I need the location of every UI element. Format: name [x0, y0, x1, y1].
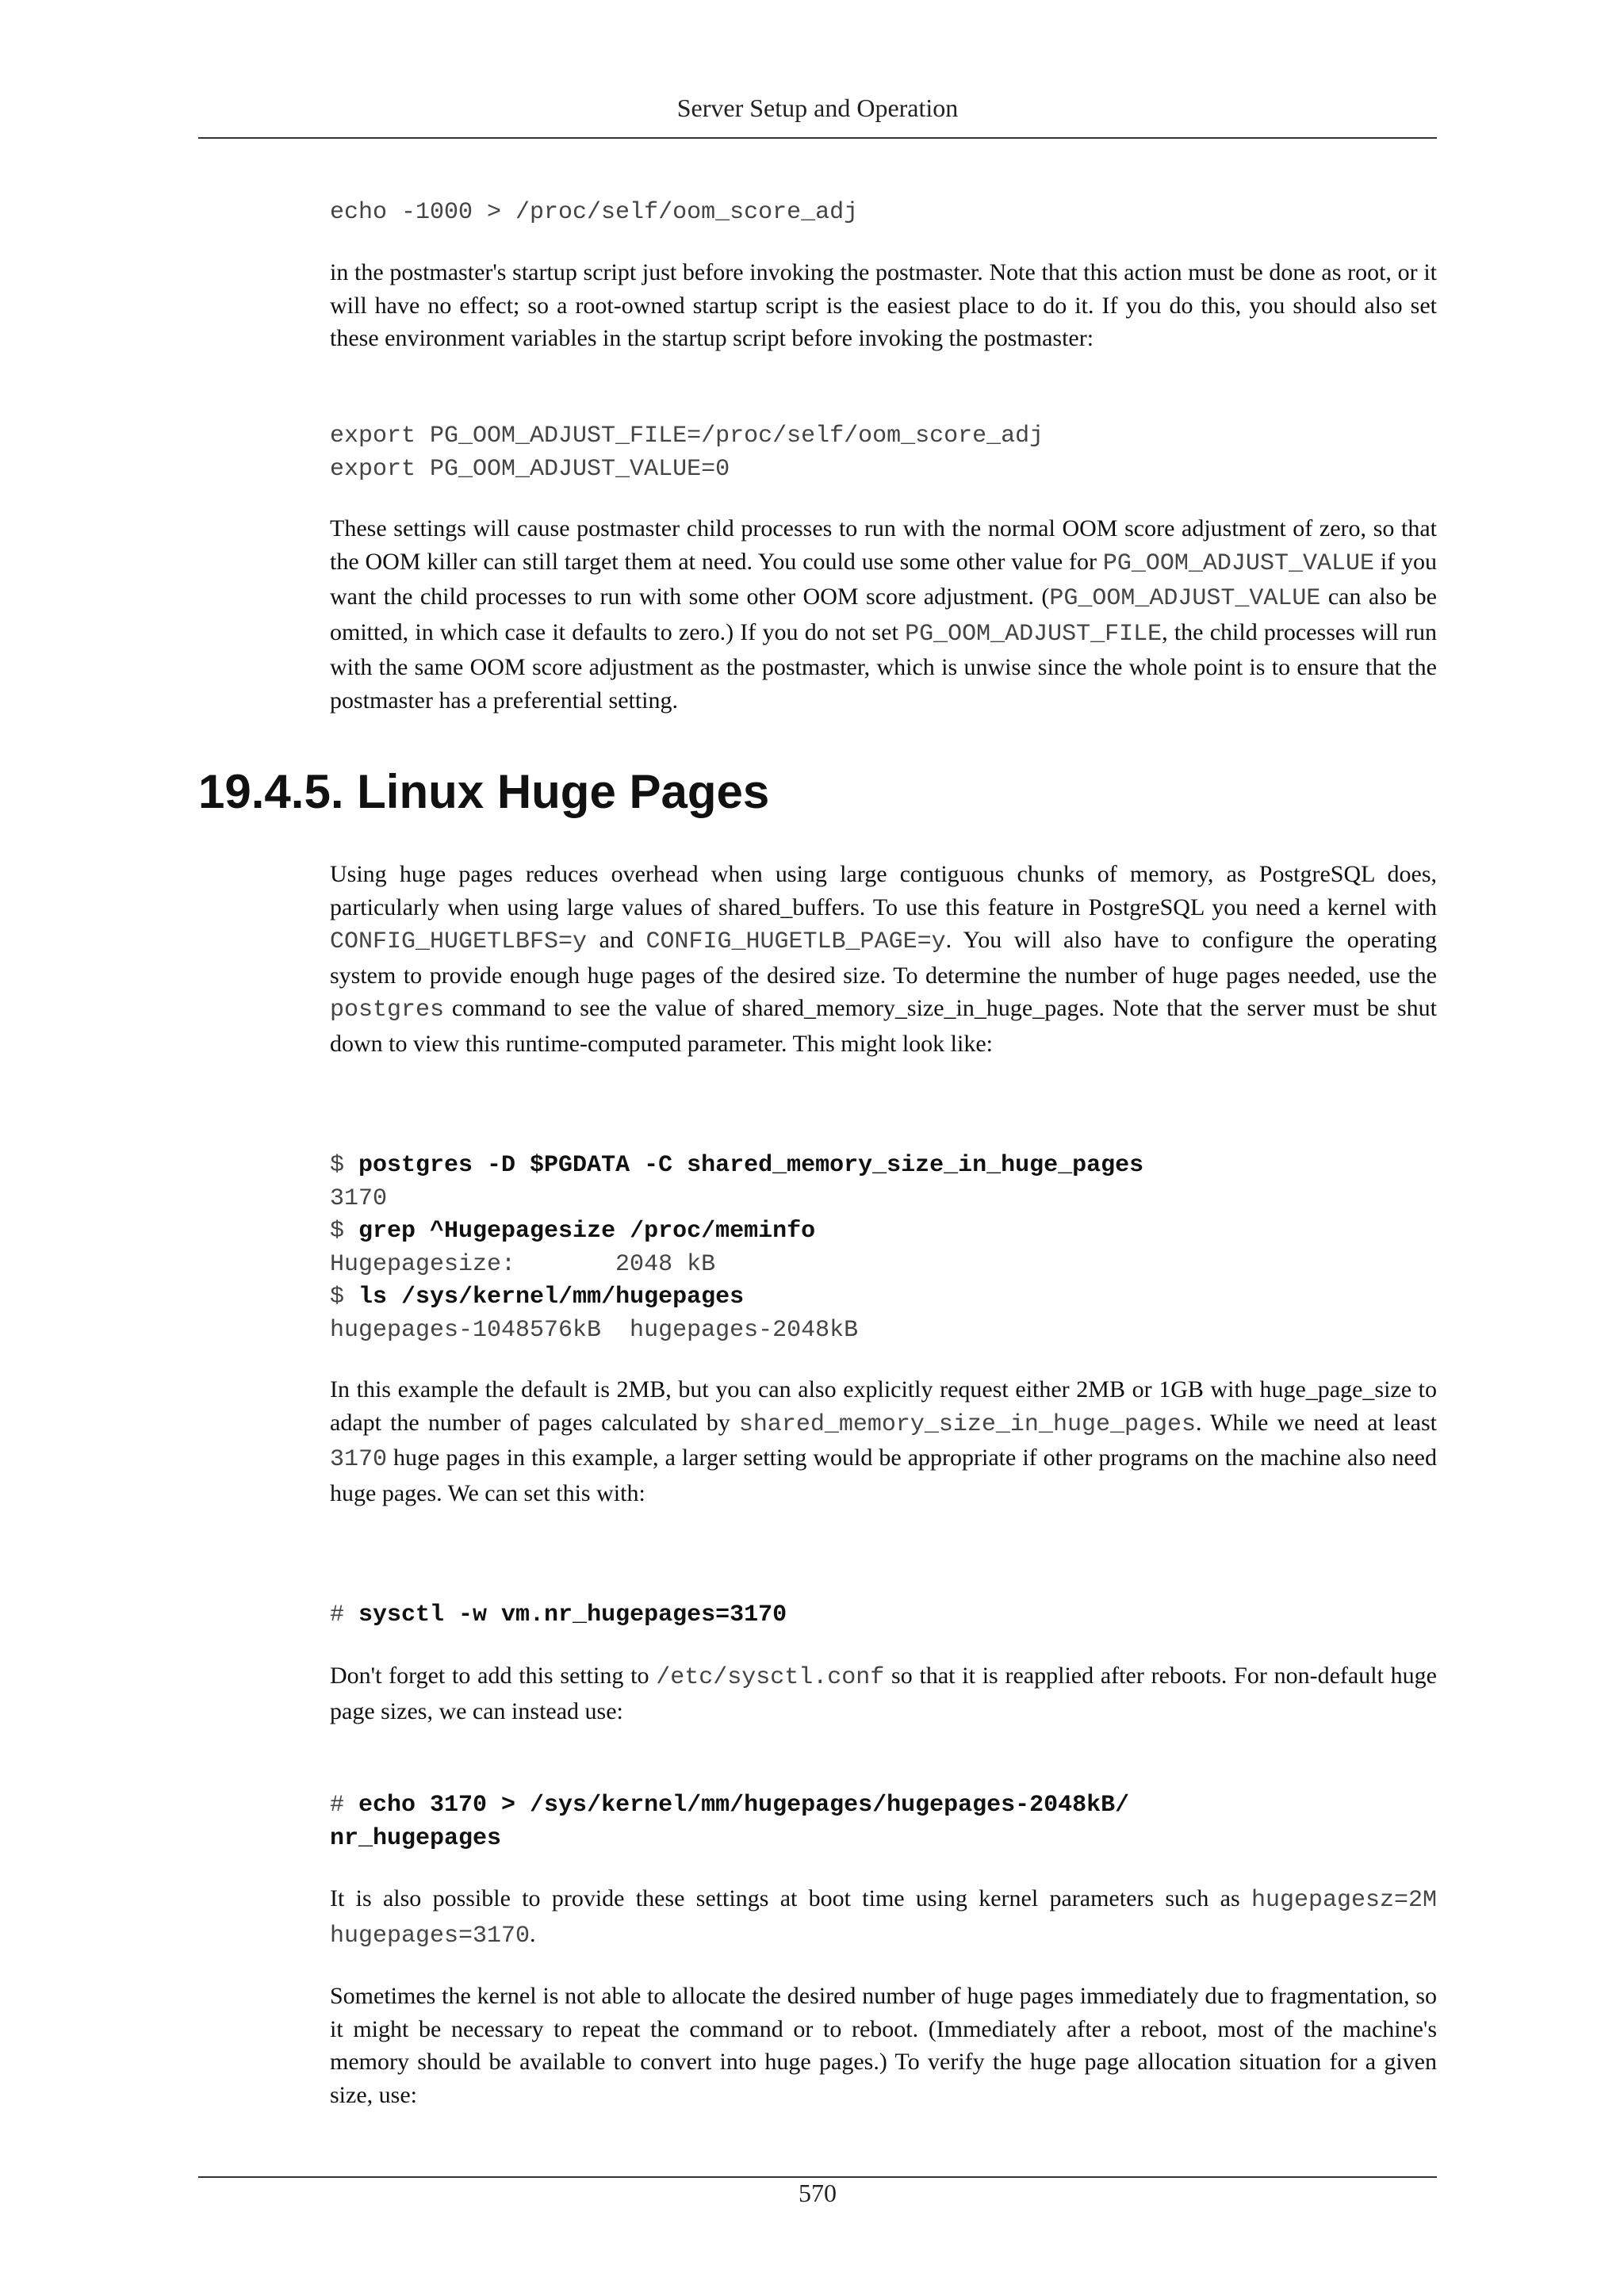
inline-code: shared_memory_size_in_huge_pages [738, 1410, 1196, 1438]
inline-code: CONFIG_HUGETLBFS=y [330, 928, 588, 955]
code-line: echo -1000 > /proc/self/oom_score_adj [330, 199, 859, 226]
shell-prompt: $ [330, 1284, 359, 1311]
paragraph-sysctl-conf [330, 1659, 1437, 1728]
text-run: . You will also have to configure the operating system to provide enough huge pages of the desired size. To determine the number of huge pages needed, use the [330, 927, 1437, 989]
text-run: huge pages in this example, a larger setting would be appropriate if other programs on the machine also need huge pages. We can set this with: [330, 1445, 1437, 1506]
command-output: hugepages-1048576kB hugepages-2048kB [330, 1316, 859, 1344]
text-run: if you want the child processes to run with some other OOM score adjustment. ( [330, 548, 1438, 610]
text-run: command to see the value of shared_memory_size_in_huge_pages. Note that the server must be shut down to view this runtime-computed parameter. This might look like: [330, 995, 1437, 1057]
shell-command: nr_hugepages [330, 1824, 502, 1852]
shell-command: grep ^Hugepagesize /proc/meminfo [358, 1218, 816, 1245]
code-block-postgres-commands [330, 1150, 1437, 1347]
section-heading: 19.4.5. Linux Huge Pages [198, 765, 770, 818]
shell-command: sysctl -w vm.nr_hugepages=3170 [358, 1601, 787, 1628]
code-line: export PG_OOM_ADJUST_VALUE=0 [330, 455, 730, 483]
shell-prompt: # [330, 1601, 359, 1628]
shell-command: ls /sys/kernel/mm/hugepages [358, 1284, 745, 1311]
inline-code: 3170 [330, 1446, 388, 1473]
text-run: . [530, 1920, 536, 1947]
paragraph-boot-parameters [330, 1882, 1437, 1953]
inline-code: /etc/sysctl.conf [656, 1664, 885, 1691]
text-run: and [587, 927, 646, 953]
inline-code: CONFIG_HUGETLB_PAGE=y [645, 928, 946, 955]
code-block-echo-nr-hugepages [330, 1789, 1437, 1855]
text-run: . While we need at least [1195, 1409, 1437, 1436]
shell-prompt: # [330, 1792, 359, 1819]
paragraph-huge-page-size [330, 1373, 1437, 1510]
code-block-sysctl [330, 1599, 1437, 1632]
page-number: 570 [799, 2179, 837, 2207]
text-run: Using huge pages reduces overhead when using large contiguous chunks of memory, as PostgreSQL does, particularly when using large values of shared_buffers. To use this feature in PostgreSQL you need a kernel with [330, 861, 1437, 920]
inline-code: PG_OOM_ADJUST_FILE [905, 620, 1162, 648]
text-run: , the child processes will run with the same OOM score adjustment as the postmaster, which is unwise since the whole point is to ensure that the postmaster has a preferential setting. [330, 618, 1437, 714]
code-block-oom-score [330, 197, 1437, 230]
text-run: Don't forget to add this setting to [330, 1663, 657, 1689]
inline-code: PG_OOM_ADJUST_VALUE [1102, 549, 1374, 577]
paragraph-startup-script: in the postmaster's startup script just before invoking the postmaster. Note that this action must be done as root, or it will have no effect; so a root-owned startup script is the easiest place to do it. If you do this, you should also set these environment variables in the startup script before invoking the postmaster: [330, 259, 1437, 351]
command-output: Hugepagesize: 2048 kB [330, 1250, 716, 1278]
text-run: In this example the default is 2MB, but you can also explicitly request either 2MB or 1GB with huge_page_size to adapt the number of pages calculated by [330, 1376, 1437, 1436]
paragraph-oom-settings [330, 512, 1437, 717]
footer-rule [198, 2176, 1437, 2178]
inline-code: hugepagesz=2M hugepages=3170 [330, 1887, 1437, 1950]
command-output: 3170 [330, 1184, 388, 1212]
code-block-export-env [330, 420, 1437, 486]
inline-code: PG_OOM_ADJUST_VALUE [1049, 585, 1321, 612]
inline-code: postgres [330, 997, 445, 1024]
code-line: export PG_OOM_ADJUST_FILE=/proc/self/oom_score_adj [330, 423, 1044, 450]
paragraph-fragmentation: Sometimes the kernel is not able to allocate the desired number of huge pages immediately due to fragmentation, so it might be necessary to repeat the command or to reboot. (Immediately after a reboot, most of the machine's memory should be available to convert into huge pages.) To verify the huge page allocation situation for a given size, use: [330, 1983, 1437, 2108]
text-run: can also be omitted, in which case it defaults to zero.) If you do not set [330, 584, 1437, 645]
text-run: so that it is reapplied after reboots. For non-default huge page sizes, we can instead use: [330, 1663, 1437, 1724]
running-header: Server Setup and Operation [676, 94, 959, 122]
shell-command: echo 3170 > /sys/kernel/mm/hugepages/hugepages-2048kB/ [358, 1792, 1130, 1819]
shell-command: postgres -D $PGDATA -C shared_memory_size_in_huge_pages [358, 1152, 1144, 1179]
paragraph-huge-pages-intro [330, 858, 1437, 1060]
shell-prompt: $ [330, 1218, 359, 1245]
shell-prompt: $ [330, 1152, 359, 1179]
text-run: It is also possible to provide these settings at boot time using kernel parameters such as [330, 1885, 1251, 1911]
header-rule [198, 137, 1437, 139]
text-run: These settings will cause postmaster child processes to run with the normal OOM score adjustment of zero, so that the OOM killer can still target them at need. You could use some other value for [330, 515, 1437, 575]
